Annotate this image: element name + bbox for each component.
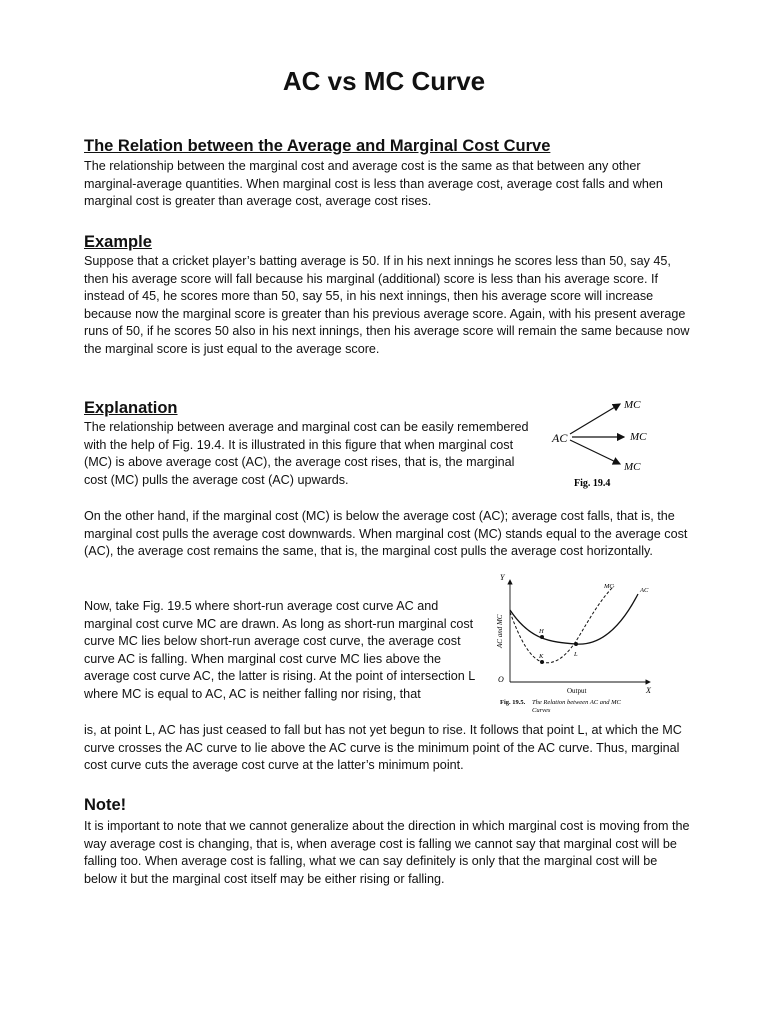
relation-heading: The Relation between the Average and Marginal Cost Curve [84, 137, 551, 155]
fig194-source-label: AC [552, 431, 568, 445]
fig195-point-l-label: L [574, 651, 578, 658]
example-heading: Example [84, 233, 152, 251]
fig195-caption-line1: The Relation between AC and MC [532, 699, 621, 706]
page-title: AC vs MC Curve [282, 66, 486, 96]
fig195-ac-curve [510, 594, 638, 644]
explanation-paragraph-4: is, at point L, AC has just ceased to fall but has not yet begun to rise. It follows that point L, at which the MC curve crosses the AC curve to lie above the AC curve is the minimum point of the AC curve. Thus, marginal cost curve cuts the average cost curve at the latter’s minimum point. [84, 723, 682, 773]
fig195-point-k-label: K [539, 653, 544, 660]
fig195-y-axis-letter: Y [500, 573, 505, 582]
example-paragraph: Suppose that a cricket player’s batting average is 50. If in his next innings he scores less than 50, say 45, then his average score will fall because his marginal (additional) score is less than his average score. If instead of 45, he scores more than 50, say 55, in his next innings, then his average score will increase because now the marginal score is greater than his previous average score. Again, with his present average runs of 50, if he scores 50 also in his next innings, then his average score will remain the same because now the marginal score is just equal to the average score. [84, 254, 690, 356]
fig195-mc-label: MC [604, 583, 614, 590]
fig195-point-h-marker [540, 635, 544, 639]
fig194-caption: Fig. 19.4 [574, 478, 611, 489]
fig195-caption-fig: Fig. 19.5. [500, 699, 526, 706]
fig195-x-axis-letter: X [646, 686, 651, 695]
fig194-arrow-down [570, 440, 620, 464]
fig195-origin: O [498, 675, 504, 684]
explanation-paragraph-3: Now, take Fig. 19.5 where short-run average cost curve AC and marginal cost curve MC are drawn. As long as short-run marginal cost curve MC lies below short-run average cost curve, the average cost curve AC is falling. When marginal cost curve MC lies above the average cost curve AC, the latter is rising. At the point of intersection L where MC is equal to AC, AC is neither falling nor rising, that [84, 599, 475, 701]
fig-19-5-diagram [490, 570, 665, 720]
fig195-y-label: AC and MC [496, 614, 504, 648]
fig194-arrow-up [570, 404, 620, 434]
note-paragraph: It is important to note that we cannot generalize about the direction in which marginal cost is moving from the way average cost is changing, that is, when average cost is falling we cannot say that marginal cost will be falling too. When average cost is falling, what we can say definitely is only that the marginal cost will be below it but the marginal cost itself may be either rising or falling. [84, 819, 690, 886]
fig195-x-label: Output [567, 687, 587, 695]
relation-paragraph: The relationship between the marginal cost and average cost is the same as that between any other marginal-average quantities. When marginal cost is less than average cost, average cost falls and when marginal cost is greater than average cost, average cost rises. [84, 159, 663, 209]
fig194-mc-bottom-label: MC [624, 461, 641, 473]
fig194-mc-top-label: MC [624, 399, 641, 411]
explanation-paragraph-2: On the other hand, if the marginal cost (MC) is below the average cost (AC); average cost falls, that is, the marginal cost pulls the average cost downwards. When marginal cost (MC) stands equal to the average cost (AC), the average cost remains the same, that is, the marginal cost pulls the average cost horizontally. [84, 509, 688, 559]
fig-19-4-diagram [540, 392, 660, 492]
fig195-mc-curve [510, 586, 614, 663]
note-heading: Note! [84, 796, 127, 814]
fig195-caption-line2: Curves [532, 707, 551, 714]
fig195-point-l-marker [574, 642, 578, 646]
explanation-heading: Explanation [84, 399, 178, 417]
fig195-ac-label: AC [640, 587, 649, 594]
fig195-point-k-marker [540, 660, 544, 664]
explanation-paragraph-1: The relationship between average and marginal cost can be easily remembered with the help of Fig. 19.4. It is illustrated in this figure that when marginal cost (MC) is above average cost (AC), the average cost rises, that is, the marginal cost (MC) pulls the average cost (AC) upwards. [84, 420, 529, 487]
fig195-point-h-label: H [539, 628, 544, 635]
fig194-mc-mid-label: MC [630, 431, 647, 443]
